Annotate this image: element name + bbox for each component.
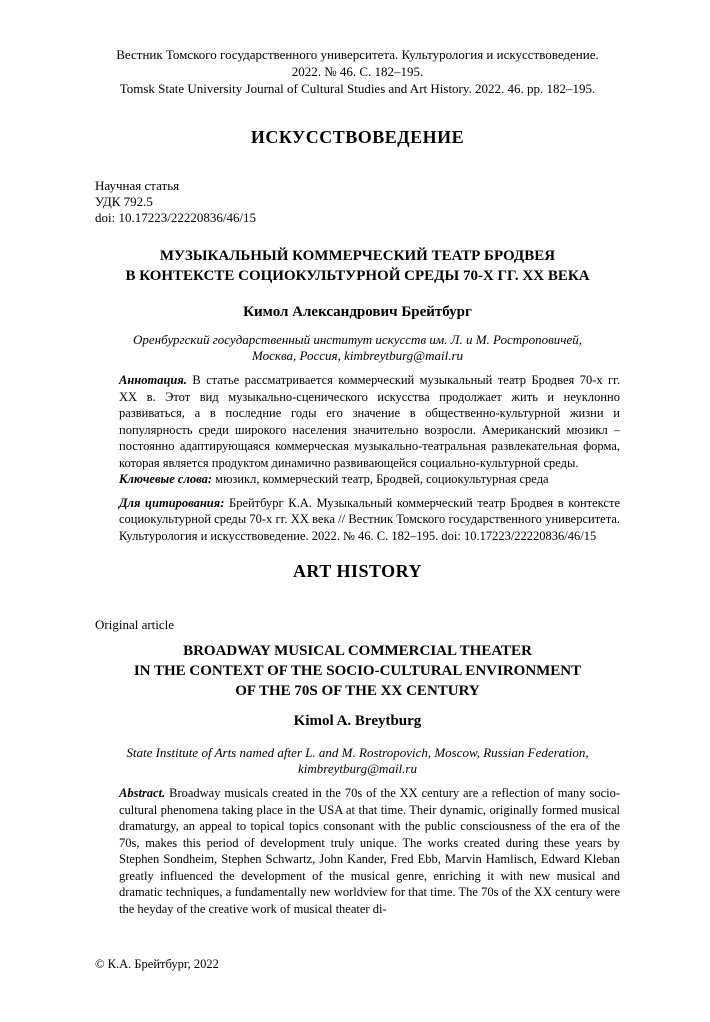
doi-line: doi: 10.17223/22220836/46/15	[95, 210, 257, 225]
abstract-ru-paragraph	[119, 372, 620, 471]
citation-text: Брейтбург К.А. Музыкальный коммерческий театр Бродвея в контексте социокультурной среды 70-х гг. XX века // Вестник Томского государственного университета. Культурология и искусствоведение. 2022. № 46. С. 182–195. doi: 10.17223/22220836/46/15	[119, 495, 620, 543]
keywords-ru-text: мюзикл, коммерческий театр, Бродвей, социокультурная среда	[215, 472, 549, 486]
article-meta	[95, 178, 620, 226]
article-title-en-line1: BROADWAY MUSICAL COMMERCIAL THEATER	[183, 643, 532, 659]
abstract-en-paragraph	[119, 785, 620, 917]
affiliation-ru-line1: Оренбургский государственный институт искусств им. Л. и М. Ростроповичей,	[132, 332, 583, 347]
article-title-ru	[95, 246, 620, 286]
article-type-en: Original article	[95, 617, 175, 632]
keywords-ru-paragraph	[119, 471, 620, 488]
section-heading-ru: ИСКУССТВОВЕДЕНИЕ	[250, 127, 465, 147]
affiliation-ru-line2: Москва, Россия, kimbreytburg@mail.ru	[251, 348, 464, 363]
citation-label: Для цитирования:	[119, 495, 225, 510]
citation-paragraph	[119, 495, 620, 545]
journal-title-en: Tomsk State University Journal of Cultural Studies and Art History. 2022. 46. pp. 182–195.	[119, 81, 596, 96]
copyright-notice: © К.А. Брейтбург, 2022	[95, 957, 219, 971]
article-title-en-line3: OF THE 70S OF THE XX CENTURY	[235, 683, 480, 699]
article-title-en	[95, 641, 620, 701]
keywords-ru-label: Ключевые слова:	[119, 472, 213, 486]
abstract-ru-text: В статье рассматривается коммерческий музыкальный театр Бродвея 70-х гг. XX в. Этот вид музыкально-сценического искусства продолжает жить и неуклонно развиваться, а в последние годы его значение в общественно-культурной жизни и популярность среди широкого населения значительно возросли. Американский мюзикл – постоянно адаптирующаяся коммерческая музыкально-театральная развлекательная форма, которая является продуктом динамично развивающейся социально-культурной среды.	[119, 373, 620, 470]
affiliation-ru	[95, 332, 620, 364]
abstract-ru-block	[119, 372, 620, 488]
abstract-en-block	[119, 785, 620, 917]
journal-header	[95, 46, 620, 97]
section-heading-en: ART HISTORY	[292, 561, 423, 581]
author-name-en: Kimol A. Breytburg	[293, 713, 422, 729]
affiliation-en-line1: State Institute of Arts named after L. and M. Rostropovich, Moscow, Russian Federation,	[126, 745, 589, 760]
udc-number: УДК 792.5	[95, 194, 153, 209]
author-name-ru: Кимол Александрович Брейтбург	[243, 304, 472, 320]
article-title-ru-line1: МУЗЫКАЛЬНЫЙ КОММЕРЧЕСКИЙ ТЕАТР БРОДВЕЯ	[159, 248, 556, 264]
affiliation-en-line2: kimbreytburg@mail.ru	[298, 761, 417, 776]
abstract-en-text: Broadway musicals created in the 70s of the XX century are a reflection of many socio-cultural phenomena taking place in the USA at that time. Their dynamic, originally formed musical dramaturgy, an appeal to topical topics consonant with the public consciousness of the era of the 70s, makes this period of development truly unique. The works created during these years by Stephen Sondheim, Stephen Schwartz, John Kander, Fred Ebb, Marvin Hamlisch, Edward Kleban greatly influenced the development of the musical genre, enriching it with new musical and dramatic techniques, a fundamentally new worldview for that time. The 70s of the XX century were the heyday of the creative work of musical theater di-	[119, 786, 621, 916]
article-type-ru: Научная статья	[95, 178, 180, 193]
affiliation-en	[95, 745, 620, 777]
journal-issue-ru: 2022. № 46. С. 182–195.	[291, 64, 424, 79]
abstract-ru-label: Аннотация.	[119, 373, 187, 387]
citation-block	[119, 495, 620, 545]
abstract-en-label: Abstract.	[119, 786, 166, 800]
article-title-en-line2: IN THE CONTEXT OF THE SOCIO-CULTURAL ENVIRONMENT	[133, 663, 582, 679]
journal-title-ru: Вестник Томского государственного университета. Культурология и искусствоведение.	[116, 47, 599, 62]
article-title-ru-line2: В КОНТЕКСТЕ СОЦИОКУЛЬТУРНОЙ СРЕДЫ 70-Х ГГ. XX ВЕКА	[125, 268, 590, 284]
